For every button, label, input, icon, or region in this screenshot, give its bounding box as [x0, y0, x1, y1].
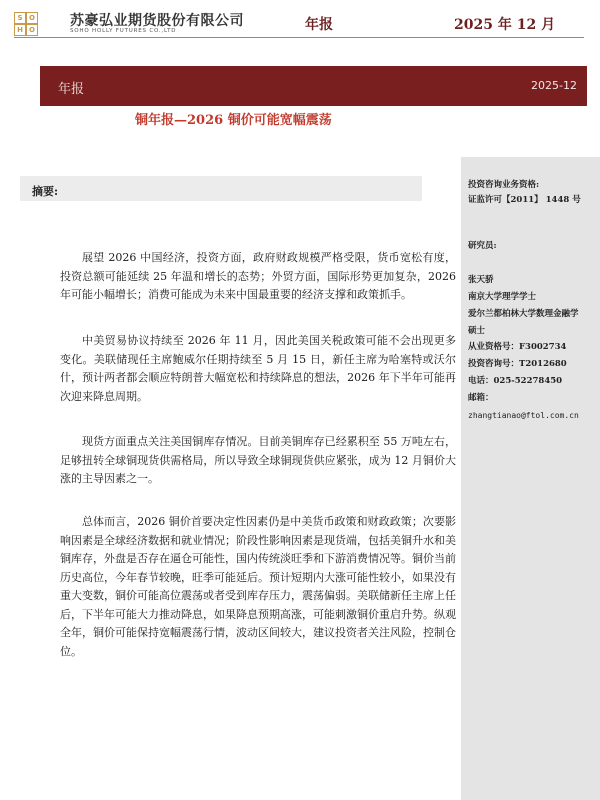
abstract-label: 摘要: [32, 185, 59, 198]
header-report-date: 2025 年 12 月 [454, 17, 556, 33]
body-paragraph: 总体而言，2026 铜价首要决定性因素仍是中美货币政策和财政政策；次要影响因素是全球经济数据和就业情况；阶段性影响因素是现货端，包括美铜升水和美铜库存，外盘是否存在逼仓可能性，国内传统淡旺季和下游消费情况等。铜价当前历史高位，今年春节较晚，旺季可能延后。预计短期内大涨可能性较小，如果没有重大变数，铜价可能高位震荡或者受到库存压力，震荡偏弱。美联储新任主席上任后，下半年可能大力推动降息，如果降息预期高涨，可能刺激铜价重启升势。纵观全年，铜价可能保持宽幅震荡行情，波动区间较大，建议投资者关注风险，控制仓位。 [60, 515, 456, 658]
email-label: 邮箱： [468, 393, 494, 403]
researcher-education: 爱尔兰都柏林大学数理金融学 [468, 309, 579, 319]
banner-report-type: 年报 [58, 82, 85, 97]
email-link[interactable]: zhangtianao@ftol.com.cn [468, 411, 579, 420]
consult-license: 投资咨询号：T2012680 [468, 359, 567, 369]
researcher-label: 研究员: [468, 241, 497, 251]
banner-date: 2025-12 [531, 79, 577, 92]
phone: 电话：025-52278450 [468, 376, 563, 386]
logo-letter: O [26, 24, 38, 36]
document-title: 铜年报—2026 铜价可能宽幅震荡 [135, 113, 332, 128]
company-logo [14, 10, 244, 38]
researcher-name: 张天骄 [468, 275, 494, 285]
practice-license: 从业资格号：F3002734 [468, 342, 567, 352]
company-name-cn: 苏豪弘业期货股份有限公司 [70, 13, 244, 29]
researcher-education: 硕士 [468, 326, 486, 336]
header-report-type: 年报 [305, 17, 333, 33]
body-paragraph: 现货方面重点关注美国铜库存情况。目前美铜库存已经累积至 55 万吨左右，足够扭转全球铜现货供需格局，所以导致全球铜现货供应紧张，成为 12 月铜价大涨的主导因素之一。 [60, 435, 456, 485]
company-name-en: SOHO HOLLY FUTURES CO.,LTD [70, 28, 177, 34]
title-banner [40, 66, 587, 106]
abstract-header-bar [20, 176, 422, 201]
body-paragraph: 展望 2026 中国经济，投资方面，政府财政规模严格受限，货币宽松有度，投资总额可能延续 25 年温和增长的态势；外贸方面，国际形势更加复杂，2026 年可能小幅增长；消费可能成为未来中国最重要的经济支撑和政策抓手。 [60, 251, 456, 301]
header-divider [14, 37, 584, 38]
researcher-education: 南京大学理学学士 [468, 292, 537, 302]
cert-value: 证监许可【2011】 1448 号 [468, 195, 581, 205]
body-paragraph: 中美贸易协议持续至 2026 年 11 月，因此美国关税政策可能不会出现更多变化。美联储现任主席鲍威尔任期持续至 5 月 15 日，新任主席为哈塞特或沃尔什，预计两者都会顺应特朗普大幅宽松和持续降息的想法，2026 年下半年可能再次迎来降息周期。 [60, 334, 456, 403]
logo-letter: H [14, 24, 26, 36]
logo-letter: O [26, 12, 38, 24]
cert-label: 投资咨询业务资格: [468, 180, 540, 190]
logo-letter: S [14, 12, 26, 24]
